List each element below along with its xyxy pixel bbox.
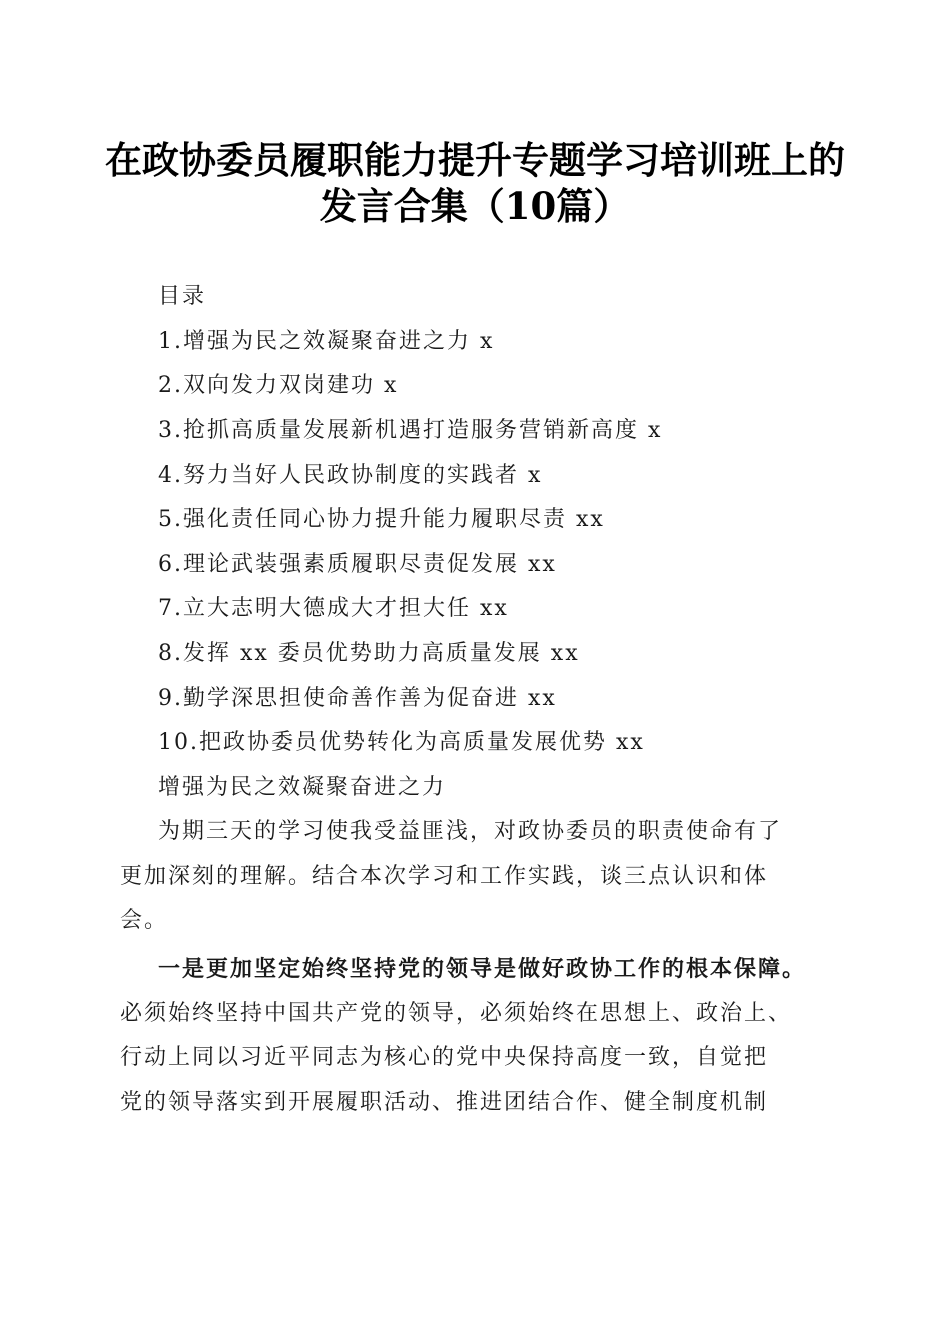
toc-item: 10.把政协委员优势转化为高质量发展优势 xx [158,730,645,755]
toc-item: 6.理论武装强素质履职尽责促发展 xx [158,552,557,577]
document-title-line2: 发言合集（10篇） [319,184,631,228]
paragraph-line: 会。 [120,908,169,933]
toc-heading: 目录 [158,284,207,309]
paragraph-line: 为期三天的学习使我受益匪浅，对政协委员的职责使命有了 [158,819,783,844]
section-title: 增强为民之效凝聚奋进之力 [158,775,447,800]
toc-item: 7.立大志明大德成大才担大任 xx [158,596,509,621]
toc-item: 3.抢抓高质量发展新机遇打造服务营销新高度 x [158,418,663,443]
toc-item: 2.双向发力双岗建功 x [158,373,399,398]
toc-item: 9.勤学深思担使命善作善为促奋进 xx [158,686,557,711]
point-heading: 一是更加坚定始终坚持党的领导是做好政协工作的根本保障。 [158,956,807,982]
document-title-line1: 在政协委员履职能力提升专题学习培训班上的 [105,138,845,182]
toc-item: 4.努力当好人民政协制度的实践者 x [158,463,543,488]
paragraph-line: 更加深刻的理解。结合本次学习和工作实践，谈三点认识和体 [120,864,769,889]
toc-item: 1.增强为民之效凝聚奋进之力 x [158,329,495,354]
paragraph-line: 行动上同以习近平同志为核心的党中央保持高度一致，自觉把 [120,1045,769,1070]
toc-item: 8.发挥 xx 委员优势助力高质量发展 xx [158,641,580,666]
toc-item: 5.强化责任同心协力提升能力履职尽责 xx [158,507,605,532]
paragraph-line: 必须始终坚持中国共产党的领导，必须始终在思想上、政治上、 [120,1001,793,1026]
paragraph-line: 党的领导落实到开展履职活动、推进团结合作、健全制度机制 [120,1090,769,1115]
